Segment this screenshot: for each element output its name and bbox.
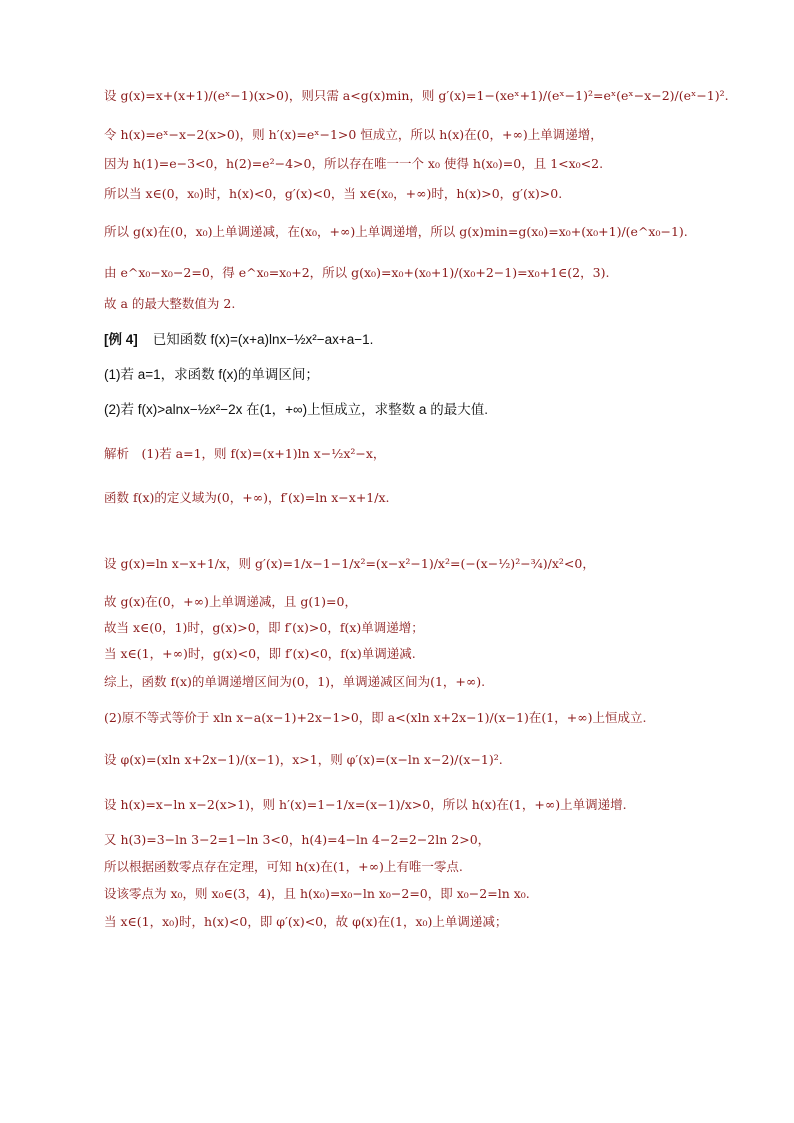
solution-line-3: 因为 h(1)=e−3<0，h(2)=e²−4>0，所以存在唯一一个 x₀ 使得 h(x₀)=0，且 1<x₀<2.: [104, 156, 604, 171]
analysis-line-2: 函数 f(x)的定义域为(0，+∞)，f′(x)=ln x−x+1/x.: [104, 490, 390, 505]
analysis-line-14: 当 x∈(1，x₀)时，h(x)<0，即 φ′(x)<0，故 φ(x)在(1，x₀)上单调递减；: [104, 914, 508, 929]
analysis-line-5: 故当 x∈(0，1)时，g(x)>0，即 f′(x)>0，f(x)单调递增；: [104, 620, 424, 635]
solution-line-6: 由 e^x₀−x₀−2=0，得 e^x₀=x₀+2，所以 g(x₀)=x₀+(x₀+1)/(x₀+2−1)=x₀+1∈(2，3).: [104, 265, 610, 280]
analysis-line-1: 解析 (1)若 a=1，则 f(x)=(x+1)ln x−½x²−x，: [104, 446, 386, 461]
solution-line-4: 所以当 x∈(0，x₀)时，h(x)<0，g′(x)<0，当 x∈(x₀，+∞)时，h(x)>0，g′(x)>0.: [104, 186, 563, 201]
solution-line-5: 所以 g(x)在(0，x₀)上单调递减，在(x₀，+∞)上单调递增，所以 g(x)min=g(x₀)=x₀+(x₀+1)/(e^x₀−1).: [104, 224, 688, 239]
analysis-line-8: (2)原不等式等价于 xln x−a(x−1)+2x−1>0，即 a<(xln x+2x−1)/(x−1)在(1，+∞)上恒成立.: [104, 710, 647, 725]
analysis-line-9: 设 φ(x)=(xln x+2x−1)/(x−1)，x>1，则 φ′(x)=(x−ln x−2)/(x−1)².: [104, 752, 503, 767]
example-question-2: (2)若 f(x)>alnx−½x²−2x 在(1，+∞)上恒成立，求整数 a 的最大值.: [104, 402, 488, 417]
analysis-line-10: 设 h(x)=x−ln x−2(x>1)，则 h′(x)=1−1/x=(x−1)/x>0，所以 h(x)在(1，+∞)上单调递增.: [104, 797, 627, 812]
analysis-line-6: 当 x∈(1，+∞)时，g(x)<0，即 f′(x)<0，f(x)单调递减.: [104, 646, 416, 661]
example-tag: [例 4]: [104, 332, 138, 347]
analysis-line-12: 所以根据函数零点存在定理，可知 h(x)在(1，+∞)上有唯一零点.: [104, 859, 463, 874]
solution-line-7: 故 a 的最大整数值为 2.: [104, 296, 236, 311]
solution-line-2: 令 h(x)=eˣ−x−2(x>0)，则 h′(x)=eˣ−1>0 恒成立，所以 h(x)在(0，+∞)上单调递增，: [104, 127, 603, 142]
analysis-line-3: 设 g(x)=ln x−x+1/x，则 g′(x)=1/x−1−1/x²=(x−x²−1)/x²=(−(x−½)²−¾)/x²<0，: [104, 556, 595, 571]
example-stem: 已知函数 f(x)=(x+a)lnx−½x²−ax+a−1.: [152, 332, 374, 347]
solution-line-1: 设 g(x)=x+(x+1)/(eˣ−1)(x>0)，则只需 a<g(x)min，则 g′(x)=1−(xeˣ+1)/(eˣ−1)²=eˣ(eˣ−x−2)/(eˣ−1)².: [104, 88, 729, 103]
analysis-line-7: 综上，函数 f(x)的单调递增区间为(0，1)，单调递减区间为(1，+∞).: [104, 674, 486, 689]
analysis-line-4: 故 g(x)在(0，+∞)上单调递减，且 g(1)=0，: [104, 594, 357, 609]
example-question-1: (1)若 a=1，求函数 f(x)的单调区间；: [104, 367, 319, 382]
example-4-stem-line: [104, 332, 373, 348]
analysis-line-11: 又 h(3)=3−ln 3−2=1−ln 3<0，h(4)=4−ln 4−2=2−2ln 2>0，: [104, 832, 491, 847]
analysis-line-13: 设该零点为 x₀，则 x₀∈(3，4)，且 h(x₀)=x₀−ln x₀−2=0，即 x₀−2=ln x₀.: [104, 886, 530, 901]
